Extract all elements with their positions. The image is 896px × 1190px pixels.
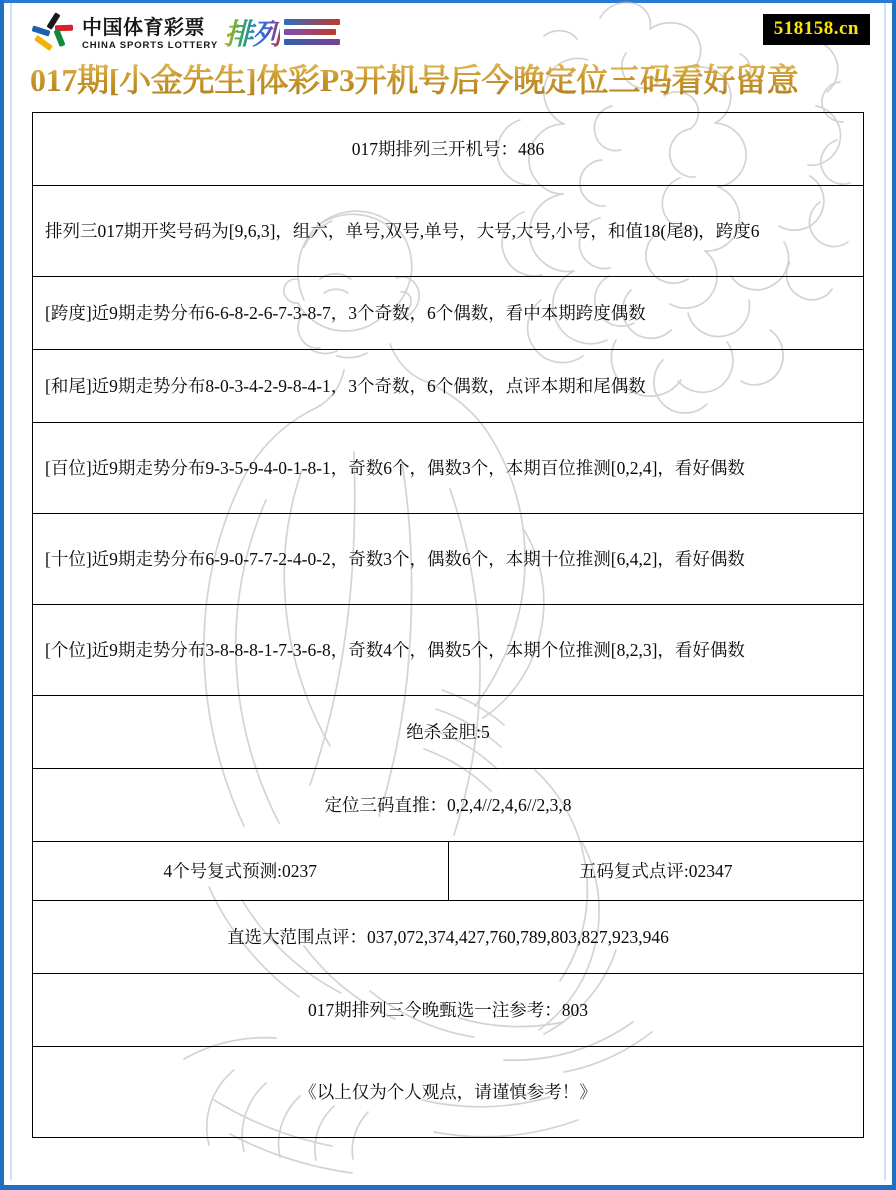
page-title: 017期[小金先生]体彩P3开机号后今晚定位三码看好留意 xyxy=(4,58,892,104)
zhenxuan-row: 017期排列三今晚甄选一注参考：803 xyxy=(33,974,864,1047)
site-url-badge[interactable]: 518158.cn xyxy=(763,14,870,45)
fushi-5-cell: 五码复式点评:02347 xyxy=(448,842,864,901)
juesha-row: 绝杀金胆:5 xyxy=(33,696,864,769)
table-row xyxy=(33,842,864,901)
dingwei-row: 定位三码直推：0,2,4//2,4,6//2,3,8 xyxy=(33,769,864,842)
logo-en-title: CHINA SPORTS LOTTERY xyxy=(82,39,219,51)
table-row xyxy=(33,605,864,696)
logo-wordmark xyxy=(82,13,218,55)
gewei-row: [个位]近9期走势分布3-8-8-8-1-7-3-6-8，奇数4个，偶数5个，本期个位推测[8,2,3]，看好偶数 xyxy=(33,605,864,696)
sports-lottery-mark-icon xyxy=(30,14,74,54)
table-row xyxy=(33,350,864,423)
baiwei-row: [百位]近9期走势分布9-3-5-9-4-0-1-8-1，奇数6个，偶数3个，本期百位推测[0,2,4]，看好偶数 xyxy=(33,423,864,514)
prediction-table xyxy=(32,112,864,1138)
logo-three-bars-icon xyxy=(284,19,342,53)
disclaimer-row: 《以上仅为个人观点，请谨慎参考！》 xyxy=(33,1047,864,1138)
page-left-inner-rule xyxy=(10,3,12,1180)
zhixuan-range-row: 直选大范围点评：037,072,374,427,760,789,803,827,923,946 xyxy=(33,901,864,974)
table-row xyxy=(33,423,864,514)
shiwei-row: [十位]近9期走势分布6-9-0-7-7-2-4-0-2，奇数3个，偶数6个，本期十位推测[6,4,2]，看好偶数 xyxy=(33,514,864,605)
table-row xyxy=(33,769,864,842)
table-row xyxy=(33,186,864,277)
table-row xyxy=(33,901,864,974)
table-row xyxy=(33,974,864,1047)
table-row xyxy=(33,1047,864,1138)
logo-game-name: 排列 xyxy=(224,19,281,51)
table-row xyxy=(33,696,864,769)
lottery-logo[interactable] xyxy=(30,12,342,56)
table-row xyxy=(33,277,864,350)
table-row xyxy=(33,514,864,605)
draw-summary-row: 排列三017期开奖号码为[9,6,3]，组六，单号,双号,单号，大号,大号,小号，和值18(尾8)，跨度6 xyxy=(33,186,864,277)
table-row xyxy=(33,113,864,186)
logo-cn-title: 中国体育彩票 xyxy=(82,16,205,39)
page-right-inner-rule xyxy=(884,3,886,1180)
kuadu-row: [跨度]近9期走势分布6-6-8-2-6-7-3-8-7，3个奇数，6个偶数，看中本期跨度偶数 xyxy=(33,277,864,350)
site-header xyxy=(4,0,892,58)
fushi-4-cell: 4个号复式预测:0237 xyxy=(33,842,449,901)
hewei-row: [和尾]近9期走势分布8-0-3-4-2-9-8-4-1，3个奇数，6个偶数，点评本期和尾偶数 xyxy=(33,350,864,423)
kaiji-row: 017期排列三开机号：486 xyxy=(33,113,864,186)
